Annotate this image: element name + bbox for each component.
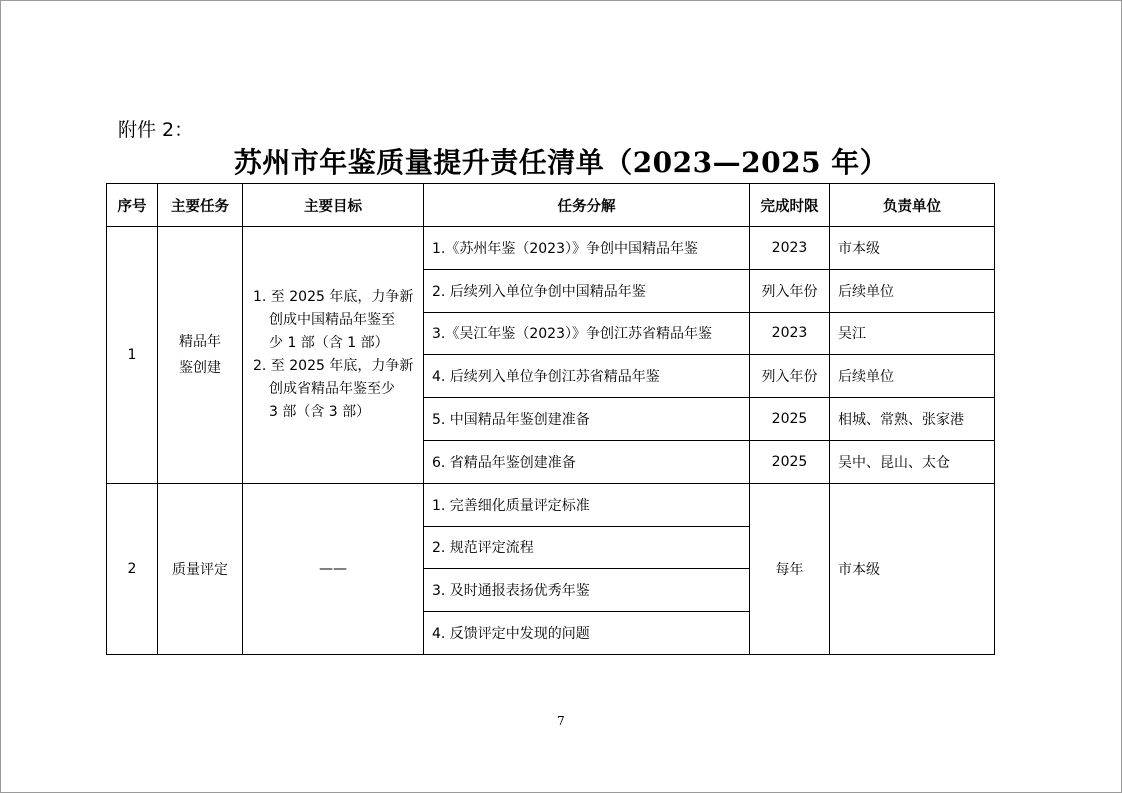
table-row [107, 483, 995, 526]
goal-line: 1. 至 2025 年底，力争新 [253, 288, 414, 305]
goal-line: 创成省精品年鉴至少 [269, 380, 395, 397]
deadline-cell: 2023 [750, 227, 830, 270]
table-header-row [107, 184, 995, 227]
task-breakdown-cell: 3.《吴江年鉴（2023）》争创江苏省精品年鉴 [424, 312, 750, 355]
group2-deadline: 每年 [750, 483, 830, 654]
header-main-task: 主要任务 [158, 184, 243, 227]
responsible-unit-cell: 后续单位 [830, 269, 995, 312]
header-serial-number: 序号 [107, 184, 158, 227]
deadline-cell: 2025 [750, 440, 830, 483]
header-deadline: 完成时限 [750, 184, 830, 227]
task-breakdown-cell: 1. 完善细化质量评定标准 [424, 483, 750, 526]
attachment-label: 附件 2： [118, 119, 194, 141]
group2-responsible-unit: 市本级 [830, 483, 995, 654]
deadline-cell: 2025 [750, 398, 830, 441]
group1-task-line: 鉴创建 [179, 359, 221, 376]
task-breakdown-cell: 2. 规范评定流程 [424, 526, 750, 569]
task-breakdown-cell: 4. 反馈评定中发现的问题 [424, 612, 750, 655]
deadline-cell: 列入年份 [750, 269, 830, 312]
goal-line: 3 部（含 3 部） [269, 403, 371, 420]
header-main-goal: 主要目标 [243, 184, 424, 227]
group2-main-goal: —— [243, 483, 424, 654]
responsible-unit-cell: 相城、常熟、张家港 [830, 398, 995, 441]
group1-main-goal [243, 227, 424, 484]
responsibility-table [106, 183, 995, 655]
deadline-cell: 2023 [750, 312, 830, 355]
header-task-breakdown: 任务分解 [424, 184, 750, 227]
goal-line: 少 1 部（含 1 部） [269, 334, 389, 351]
page-number: 7 [557, 714, 565, 728]
group1-main-task [158, 227, 243, 484]
task-breakdown-cell: 1.《苏州年鉴（2023）》争创中国精品年鉴 [424, 227, 750, 270]
deadline-cell: 列入年份 [750, 355, 830, 398]
goal-line: 2. 至 2025 年底，力争新 [253, 357, 414, 374]
responsible-unit-cell: 市本级 [830, 227, 995, 270]
header-responsible-unit: 负责单位 [830, 184, 995, 227]
table-row [107, 227, 995, 270]
group2-main-task: 质量评定 [158, 483, 243, 654]
task-breakdown-cell: 3. 及时通报表扬优秀年鉴 [424, 569, 750, 612]
responsible-unit-cell: 吴中、昆山、太仓 [830, 440, 995, 483]
group2-serial-number: 2 [107, 483, 158, 654]
task-breakdown-cell: 4. 后续列入单位争创江苏省精品年鉴 [424, 355, 750, 398]
goal-line: 创成中国精品年鉴至 [269, 311, 395, 328]
task-breakdown-cell: 6. 省精品年鉴创建准备 [424, 440, 750, 483]
document-title: 苏州市年鉴质量提升责任清单（2023—2025 年） [233, 146, 889, 179]
responsible-unit-cell: 吴江 [830, 312, 995, 355]
task-breakdown-cell: 5. 中国精品年鉴创建准备 [424, 398, 750, 441]
responsible-unit-cell: 后续单位 [830, 355, 995, 398]
task-breakdown-cell: 2. 后续列入单位争创中国精品年鉴 [424, 269, 750, 312]
group1-serial-number: 1 [107, 227, 158, 484]
group1-task-line: 精品年 [179, 333, 221, 350]
